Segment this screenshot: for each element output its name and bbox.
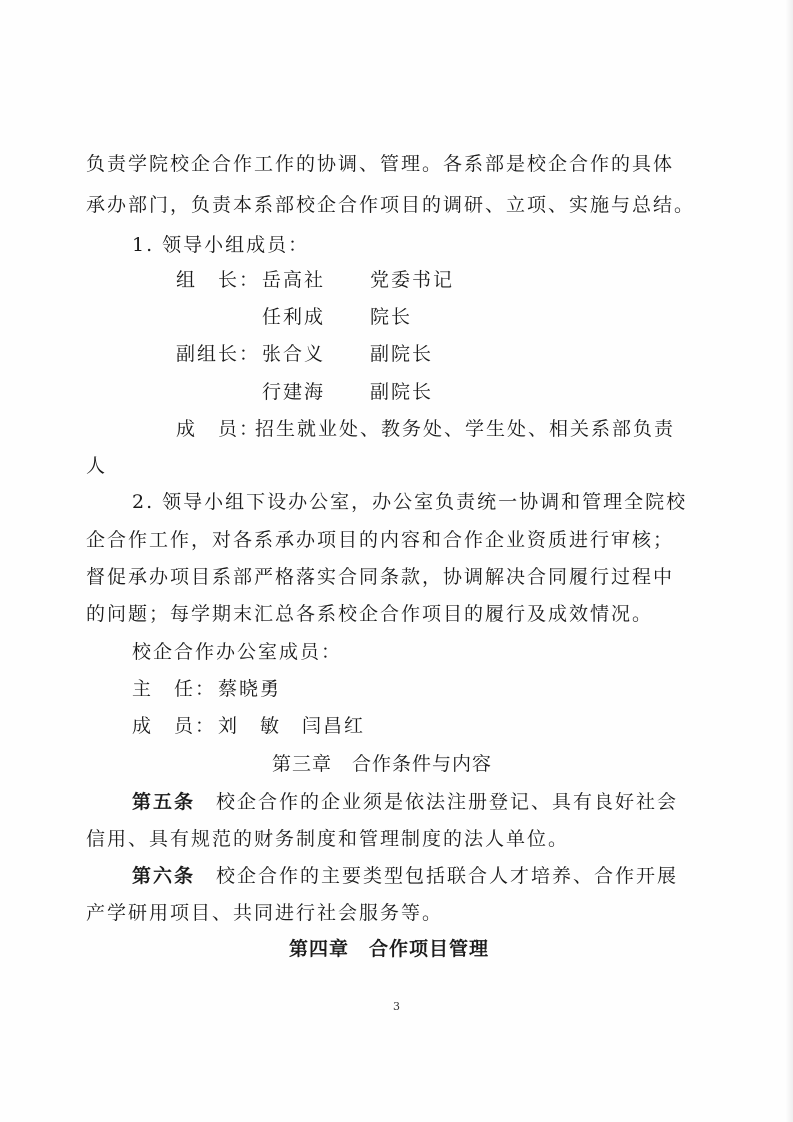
paragraph-line: 督促承办项目系部严格落实合同条款，协调解决合同履行过程中 [86, 566, 675, 588]
office-members-names: 刘 敏 闫昌红 [218, 715, 366, 737]
members-text: 招生就业处、教务处、学生处、相关系部负责 [255, 418, 676, 440]
article6-line1 [132, 864, 678, 888]
deputy-role: 副组长： [176, 343, 261, 365]
office-title: 校企合作办公室成员： [132, 641, 343, 663]
deputy1-title: 副院长 [370, 343, 434, 365]
article5-line2: 信用、具有规范的财务制度和管理制度的法人单位。 [86, 828, 570, 850]
leader2-name: 任利成 [262, 306, 326, 328]
item1-title: 1. 领导小组成员： [132, 234, 310, 256]
leader-role: 组 长： [176, 269, 261, 291]
article5-line1 [132, 790, 678, 814]
paragraph-line: 承办部门，负责本系部校企合作项目的调研、立项、实施与总结。 [86, 194, 696, 216]
leader-title: 党委书记 [370, 269, 455, 291]
members-role: 成 员： [176, 418, 261, 440]
paragraph-line: 2. 领导小组下设办公室，办公室负责统一协调和管理全院校 [132, 491, 688, 513]
paragraph-line: 企合作工作，对各系承办项目的内容和合作企业资质进行审核； [86, 529, 675, 551]
page-number: 3 [393, 1000, 400, 1013]
deputy2-name: 行建海 [262, 381, 326, 403]
members-text-cont: 人 [86, 455, 108, 477]
article6-label: 第六条 [132, 865, 196, 887]
article6-text: 校企合作的主要类型包括联合人才培养、合作开展 [216, 865, 679, 887]
page-edge-shadow [785, 0, 793, 1122]
leader-name: 岳高社 [262, 269, 326, 291]
chapter3-title: 第三章 合作条件与内容 [272, 753, 493, 775]
leader2-title: 院长 [370, 306, 413, 328]
article6-line2: 产学研用项目、共同进行社会服务等。 [86, 902, 444, 924]
director-name: 蔡晓勇 [218, 678, 282, 700]
office-members-role: 成 员： [132, 715, 217, 737]
paragraph-line: 负责学院校企合作工作的协调、管理。各系部是校企合作的具体 [86, 153, 675, 175]
paragraph-line: 的问题；每学期末汇总各系校企合作项目的履行及成效情况。 [86, 603, 654, 625]
deputy1-name: 张合义 [262, 343, 326, 365]
director-role: 主 任： [132, 678, 217, 700]
chapter4-title: 第四章 合作项目管理 [289, 938, 490, 960]
article5-text: 校企合作的企业须是依法注册登记、具有良好社会 [216, 791, 679, 813]
deputy2-title: 副院长 [370, 381, 434, 403]
article5-label: 第五条 [132, 791, 196, 813]
